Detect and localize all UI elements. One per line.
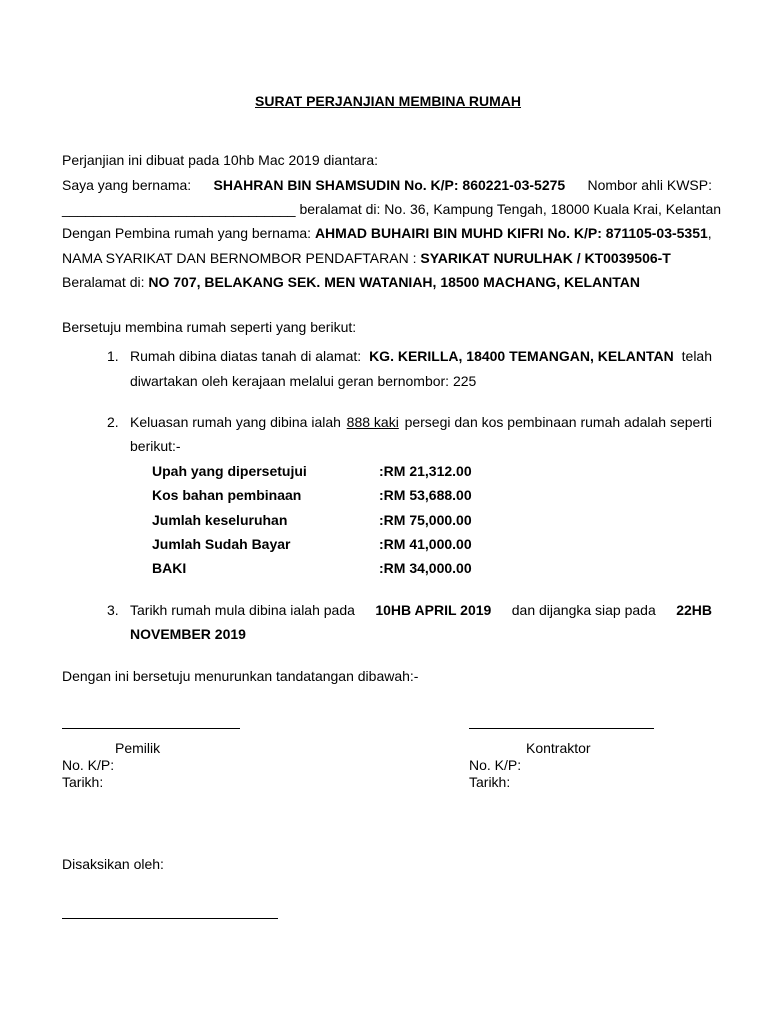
item2-line2: berikut:- (130, 438, 181, 454)
item2-line1 (130, 413, 712, 431)
cost-label: Upah yang dipersetujui (152, 463, 307, 479)
item3-line1 (130, 601, 712, 619)
company-address-line (62, 273, 640, 291)
item2-text-post: persegi dan kos pembinaan rumah adalah seperti (404, 414, 712, 430)
cost-amount: :RM 41,000.00 (379, 536, 472, 552)
item3-end-date-part2: NOVEMBER 2019 (130, 626, 246, 642)
owner-title: Pemilik (115, 740, 161, 756)
document-title: SURAT PERJANJIAN MEMBINA RUMAH (255, 93, 522, 109)
owner-signature-line (62, 728, 240, 729)
contractor-title: Kontraktor (526, 740, 591, 756)
company-address: NO 707, BELAKANG SEK. MEN WATANIAH, 18500 MACHANG, KELANTAN (148, 274, 640, 290)
owner-date-label: Tarikh: (62, 774, 104, 790)
party2-name-ic: AHMAD BUHAIRI BIN MUHD KIFRI No. K/P: 871105-03-5351 (314, 225, 708, 241)
item1-line1 (130, 347, 712, 365)
item1-text: Rumah dibina diatas tanah di alamat: (130, 348, 362, 364)
item1-location: KG. KERILLA, 18400 TEMANGAN, KELANTAN (369, 348, 674, 364)
owner-ic-label: No. K/P: (62, 757, 115, 773)
cost-row (152, 462, 712, 480)
kwsp-blank: ______________________________ (62, 201, 296, 217)
cost-label: BAKI (152, 560, 187, 576)
party2-label: Dengan Pembina rumah yang bernama: (62, 225, 312, 241)
cost-row (152, 535, 712, 553)
kwsp-label: Nombor ahli KWSP: (587, 177, 712, 193)
contractor-date-label: Tarikh: (469, 774, 511, 790)
contractor-signature-line (469, 728, 654, 729)
agreement-date-line: Perjanjian ini dibuat pada 10hb Mac 2019 diantara: (62, 152, 379, 168)
witness-signature-line (62, 918, 278, 919)
party1-address-line (62, 200, 721, 218)
cost-amount: :RM 53,688.00 (379, 487, 472, 503)
item2-text: Keluasan rumah yang dibina ialah (130, 414, 341, 430)
item3-number: 3. (107, 602, 119, 618)
cost-row (152, 559, 712, 577)
cost-label: Jumlah Sudah Bayar (152, 536, 291, 552)
item1-line2: diwartakan oleh kerajaan melalui geran bernombor: 225 (130, 373, 477, 389)
party1-label: Saya yang bernama: (62, 177, 192, 193)
witness-label: Disaksikan oleh: (62, 856, 164, 872)
item3-end-date-part1: 22HB (676, 602, 712, 618)
company-line (62, 249, 671, 267)
company-label: NAMA SYARIKAT DAN BERNOMBOR PENDAFTARAN : (62, 250, 417, 266)
item3-text-mid: dan dijangka siap pada (511, 602, 656, 618)
item1-text-post: telah (681, 348, 712, 364)
agree-line: Bersetuju membina rumah seperti yang berikut: (62, 319, 357, 335)
contractor-ic-label: No. K/P: (469, 757, 522, 773)
cost-amount: :RM 75,000.00 (379, 512, 472, 528)
party1-address: beralamat di: No. 36, Kampung Tengah, 18000 Kuala Krai, Kelantan (299, 201, 722, 217)
address-label: Beralamat di: (62, 274, 145, 290)
cost-row (152, 511, 712, 529)
cost-row (152, 486, 712, 504)
cost-amount: :RM 34,000.00 (379, 560, 472, 576)
party1-line (62, 176, 712, 194)
cost-amount: :RM 21,312.00 (379, 463, 472, 479)
closing-line: Dengan ini bersetuju menurunkan tandatangan dibawah:- (62, 668, 419, 684)
item3-text: Tarikh rumah mula dibina ialah pada (130, 602, 355, 618)
cost-label: Jumlah keseluruhan (152, 512, 288, 528)
company-name: SYARIKAT NURULHAK / KT0039506-T (420, 250, 671, 266)
cost-label: Kos bahan pembinaan (152, 487, 302, 503)
item1-number: 1. (107, 348, 119, 364)
item3-start-date: 10HB APRIL 2019 (375, 602, 492, 618)
party1-name-ic: SHAHRAN BIN SHAMSUDIN No. K/P: 860221-03-5275 (213, 177, 566, 193)
item2-area: 888 kaki (346, 414, 399, 430)
item2-number: 2. (107, 414, 119, 430)
party2-line: Dengan Pembina rumah yang bernama: AHMAD BUHAIRI BIN MUHD KIFRI No. K/P: 871105-03-5351, (62, 225, 712, 241)
